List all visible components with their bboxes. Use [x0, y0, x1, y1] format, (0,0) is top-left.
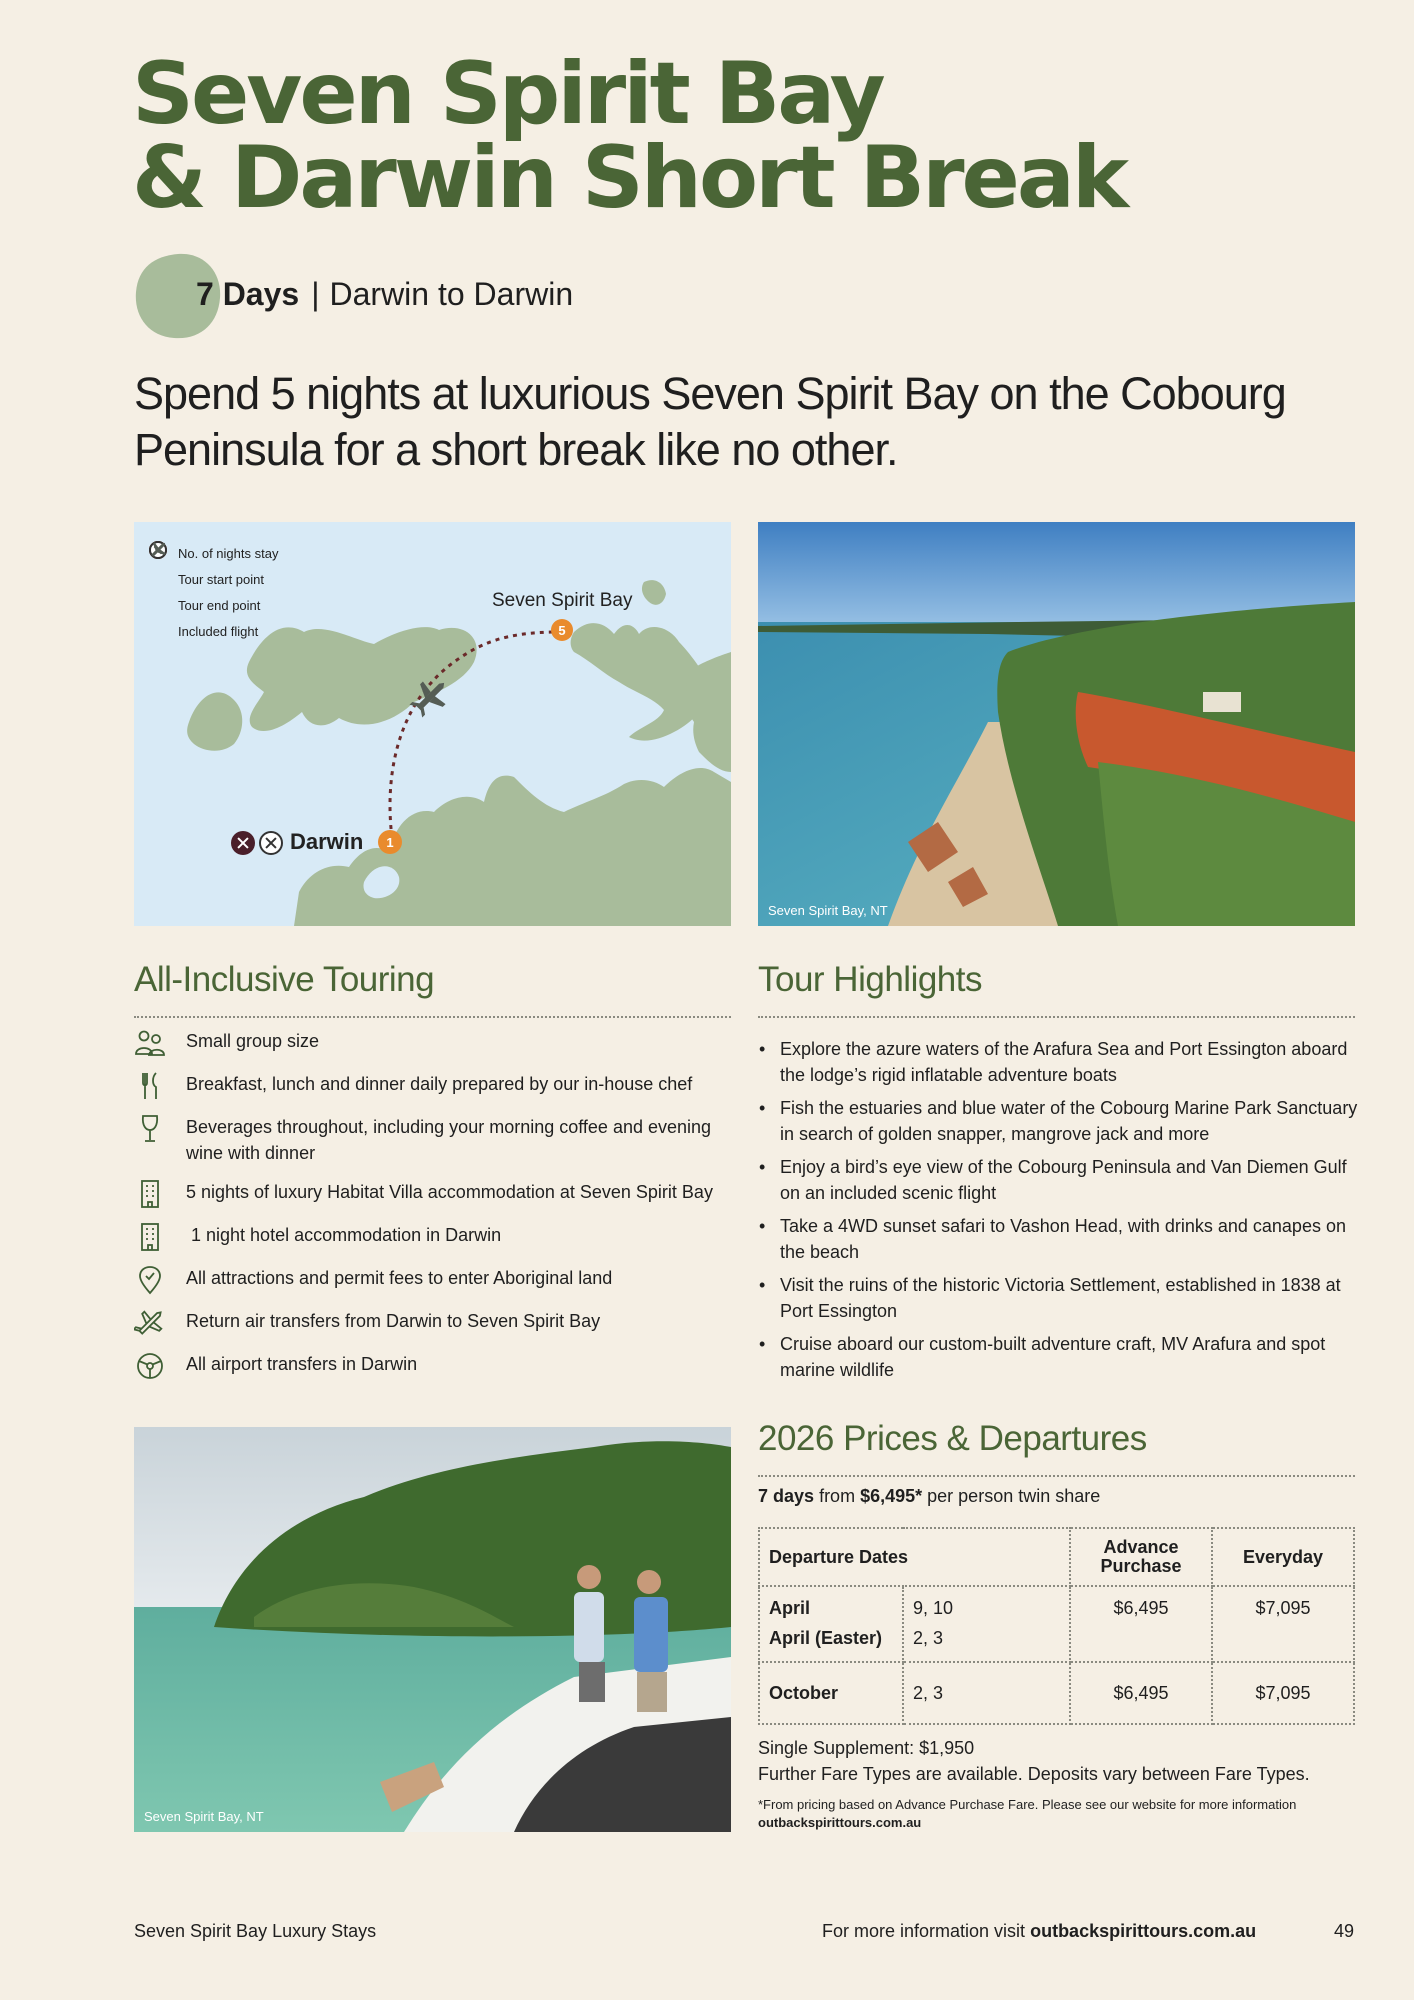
footer-website-link[interactable]: outbackspirittours.com.au [1030, 1921, 1257, 1941]
route-map [134, 522, 731, 926]
highlights-divider [758, 1016, 1355, 1018]
footer-prefix: For more information visit [822, 1921, 1026, 1941]
list-item: Beverages throughout, including your morning coffee and evening wine with dinner [134, 1114, 734, 1166]
tour-end-icon [148, 594, 170, 616]
title-line-1: Seven Spirit Bay [132, 44, 883, 144]
page-number: 49 [1334, 1921, 1355, 1941]
fine-print [758, 1796, 1296, 1832]
list-item: Breakfast, lunch and dinner daily prepared by our in-house chef [134, 1071, 734, 1101]
fishing-photo [134, 1427, 731, 1832]
island-small [187, 692, 242, 750]
list-item: Return air transfers from Darwin to Seven Spirit Bay [134, 1308, 734, 1338]
list-item: • Enjoy a bird’s eye view of the Cobourg Peninsula and Van Diemen Gulf on an included scenic flight [758, 1154, 1358, 1206]
bullet: • [759, 1157, 766, 1177]
legend-label: Tour start point [178, 571, 264, 587]
duration-route: Darwin to Darwin [329, 276, 574, 312]
list-item: • Explore the azure waters of the Arafura Sea and Port Essington aboard the lodge’s rigid inflatable adventure boats [758, 1036, 1358, 1088]
duration-separator: | [311, 276, 320, 312]
list-item: • Take a 4WD sunset safari to Vashon Head, with drinks and canapes on the beach [758, 1213, 1358, 1265]
single-supplement: Single Supplement: $1,950 [758, 1738, 975, 1758]
row-everyday-price: $7,095 [1212, 1662, 1354, 1724]
row-days: 9, 10 2, 3 [903, 1586, 1070, 1662]
inclusions-heading: All-Inclusive Touring [134, 960, 435, 999]
cutlery-icon [134, 1071, 166, 1101]
from-price: $6,495* [860, 1486, 923, 1506]
list-item: 1 night hotel accommodation in Darwin [134, 1222, 734, 1252]
row-advance-price: $6,495 [1070, 1662, 1212, 1724]
bullet: • [759, 1039, 766, 1059]
bullet: • [759, 1216, 766, 1236]
website-link[interactable]: outbackspirittours.com.au [758, 1815, 922, 1830]
list-item: Small group size [134, 1028, 734, 1058]
legend-label: Included flight [178, 623, 259, 639]
list-item: • Fish the estuaries and blue water of the Cobourg Marine Park Sanctuary in search of golden snapper, mangrove jack and more [758, 1095, 1358, 1147]
building-icon [134, 1222, 166, 1252]
header-everyday: Everyday [1212, 1528, 1354, 1586]
coastline-photo [758, 522, 1355, 926]
map-label-darwin: Darwin [290, 829, 364, 854]
bullet: • [759, 1334, 766, 1354]
from-word: from [819, 1486, 856, 1506]
map-label-seven-spirit-bay: Seven Spirit Bay [492, 590, 633, 611]
group-icon [134, 1028, 166, 1058]
islet [642, 580, 666, 605]
list-item: 5 nights of luxury Habitat Villa accommodation at Seven Spirit Bay [134, 1179, 734, 1209]
inclusions-divider [134, 1016, 731, 1018]
duration-text [196, 276, 573, 313]
bullet: • [759, 1275, 766, 1295]
bullet: • [759, 1098, 766, 1118]
table-row [759, 1586, 1354, 1662]
title-line-2: & Darwin Short Break [132, 128, 1127, 228]
legend-flight [148, 618, 278, 644]
photo-caption: Seven Spirit Bay, NT [768, 903, 888, 918]
header-advance-purchase: Advance Purchase [1070, 1528, 1212, 1586]
supplement-notes [758, 1735, 1310, 1787]
steering-wheel-icon [134, 1351, 166, 1381]
table-header-row [759, 1528, 1354, 1586]
duration-row [134, 252, 834, 342]
wine-glass-icon [134, 1114, 166, 1144]
page-title [132, 44, 1282, 228]
row-months: October [759, 1662, 903, 1724]
plane-outline-icon [134, 1308, 166, 1338]
table-row [759, 1662, 1354, 1724]
nights-count-darwin: 1 [386, 835, 394, 850]
from-days: 7 days [758, 1486, 815, 1506]
list-item: All airport transfers in Darwin [134, 1351, 734, 1381]
row-advance-price: $6,495 [1070, 1586, 1212, 1662]
row-everyday-price: $7,095 [1212, 1586, 1354, 1662]
footer-more-info [822, 1921, 1256, 1942]
map-legend [148, 540, 278, 644]
duration-days: 7 Days [196, 276, 300, 312]
from-price-line [758, 1486, 1100, 1507]
legend-label: No. of nights stay [178, 545, 279, 561]
highlights-heading: Tour Highlights [758, 960, 982, 999]
highlights-list [758, 1036, 1358, 1390]
departures-table [758, 1527, 1355, 1725]
fine-print-text: *From pricing based on Advance Purchase Fare. Please see our website for more information [758, 1797, 1297, 1812]
plane-icon [148, 620, 170, 642]
island-landmass [247, 627, 477, 731]
legend-end [148, 592, 278, 618]
legend-label: Tour end point [178, 597, 261, 613]
location-check-icon [134, 1265, 166, 1295]
row-months: April April (Easter) [759, 1586, 903, 1662]
nights-count-seven-spirit-bay: 5 [558, 623, 566, 638]
list-item: • Visit the ruins of the historic Victoria Settlement, established in 1838 at Port Essington [758, 1272, 1358, 1324]
building-icon [134, 1179, 166, 1209]
header-departure-dates: Departure Dates [759, 1528, 1070, 1586]
list-item: All attractions and permit fees to enter Aboriginal land [134, 1265, 734, 1295]
tour-start-icon [148, 568, 170, 590]
intro-text: Spend 5 nights at luxurious Seven Spirit Bay on the Cobourg Peninsula for a short break like no other. [134, 368, 1286, 475]
legend-start [148, 566, 278, 592]
inclusions-list [134, 1028, 734, 1394]
photo-caption: Seven Spirit Bay, NT [144, 1809, 264, 1824]
from-suffix: per person twin share [927, 1486, 1101, 1506]
list-item: • Cruise aboard our custom-built adventure craft, MV Arafura and spot marine wildlife [758, 1331, 1358, 1383]
row-days: 2, 3 [903, 1662, 1070, 1724]
footer-section-title: Seven Spirit Bay Luxury Stays [134, 1921, 377, 1941]
coast-east [686, 652, 731, 772]
prices-divider [758, 1475, 1355, 1477]
prices-heading: 2026 Prices & Departures [758, 1419, 1147, 1458]
fare-note: Further Fare Types are available. Deposits vary between Fare Types. [758, 1764, 1310, 1784]
